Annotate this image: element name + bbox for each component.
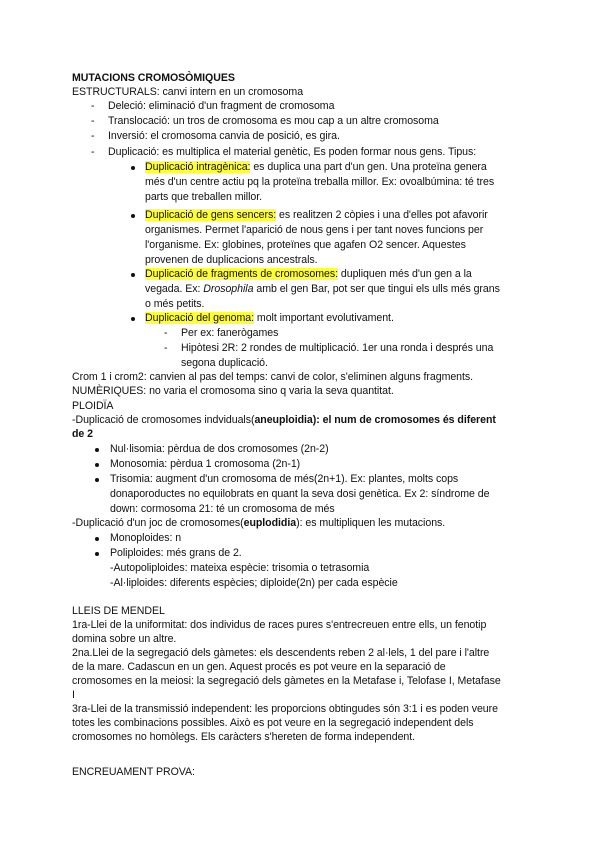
eu-sub-autopolyploid: -Autopoliploides: mateixa espècie: trisomia o tetrasomia [110,562,370,574]
bullet-dot [131,317,135,321]
dup-fragments-line-1: Duplicació de fragments de cromosomes: dupliquen més d'un gen a la [145,268,472,280]
eu-sub-allopolyploid: -Al·liploides: diferents espècies; diploide(2n) per cada espècie [110,577,398,589]
mendel-line-7: 3ra-Llei de la transmissió independent: les proporcions obtingudes són 3:1 i es poden veure [72,703,498,715]
list-item-duplication: Duplicació: es multiplica el material genètic, Es poden formar nous gens. Tipus: [108,146,477,158]
numerical-heading: NUMÈRIQUES: no varia el cromosoma sino q varia la seva quantitat. [72,385,394,397]
dash-marker: - [91,100,95,112]
mendel-line-8: totes les combinacions possibles. Això es pot veure en la segregació independent dels [72,717,474,729]
list-item-deletion: Deleció: eliminació d'un fragment de cromosoma [108,100,335,112]
mendel-line-6: I [72,689,75,701]
dup-intragenic-line-2: més d'un centre actiu pq la proteïna treballa millor. Ex: ovoalbúmina: té tres [145,176,495,188]
dash-marker: - [164,342,168,354]
aneu-item-trisomy-cont-2: down: cormosoma 21: té un cromosoma de més [110,503,335,515]
dash-marker: - [91,130,95,142]
euploidy-intro: -Duplicació d'un joc de cromosomes(euplodidia): es multipliquen les mutacions. [72,517,446,529]
genome-sub-item-2: Hipòtesi 2R: 2 rondes de multiplicació. 1er una ronda i després una [181,342,494,354]
genome-sub-item-2-cont: segona duplicació. [181,357,268,369]
aneu-item-trisomy: Trisomia: augment d'un cromosoma de més(2n+1). Ex: plantes, molts cops [110,473,459,485]
doc-title: MUTACIONS CROMOSÒMIQUES [72,72,235,84]
highlight-genome: Duplicació del genoma: [145,312,255,324]
aneuploidy-intro: -Duplicació de cromosomes indviduals(aneuploidia): el num de cromosomes és diferent [72,414,496,426]
dup-whole-genes-line-3: l'organisme. Ex: globines, proteïnes que agafen O2 sencer. Aquestes [145,239,466,251]
eu-item-monoploid: Monoploides: n [110,532,182,544]
bullet-dot [131,166,135,170]
test-cross-heading: ENCREUAMENT PROVA: [72,766,195,778]
highlight-whole-genes: Duplicació de gens sencers: [145,209,277,221]
dup-fragments-line-3: o més petits. [145,298,205,310]
bullet-dot [95,552,99,556]
mendel-line-2: domina sobre un altre. [72,633,177,645]
aneu-item-trisomy-cont-1: donaporoductes no equilobrats en quant la seva dosi genètica. Ex 2: síndrome de [110,488,490,500]
mendel-line-1: 1ra-Llei de la uniformitat: dos individus de races pures s'entrecreuen entre ells, un fenotip [72,619,487,631]
highlight-intragenic: Duplicació intragènica: [145,161,251,173]
dash-marker: - [91,115,95,127]
mendel-line-4: de la mare. Cadascun en un gen. Aquest procés es pot veure en la separació de [72,661,446,673]
bullet-dot [131,273,135,277]
genome-sub-item-1: Per ex: fanerògames [181,327,279,339]
dup-intragenic-line-3: parts que treballen millor. [145,191,263,203]
crom-note: Crom 1 i crom2: canvien al pas del temps: canvi de color, s'eliminen alguns fragments. [72,371,474,383]
mendel-line-9: cromosomes no homòlegs. Els caràcters s'hereten de forma independent. [72,731,416,743]
list-item-inversion: Inversió: el cromosoma canvia de posició, es gira. [108,130,340,142]
bullet-dot [95,448,99,452]
bullet-dot [95,463,99,467]
dup-whole-genes-line-4: provenen de duplicacions ancestrals. [145,254,318,266]
dash-marker: - [164,327,168,339]
dup-fragments-line-2: vegada. Ex: Drosophila amb el gen Bar, pot ser que tingui els ulls més grans [145,283,500,295]
bullet-dot [95,478,99,482]
bullet-dot [95,537,99,541]
aneu-item-nullisomy: Nul·lisomia: pèrdua de dos cromosomes (2n-2) [110,443,329,455]
aneu-item-monosomy: Monosomia: pèrdua 1 cromosoma (2n-1) [110,458,301,470]
highlight-fragments: Duplicació de fragments de cromosomes: [145,268,338,280]
eu-item-polyploid: Poliploides: més grans de 2. [110,547,242,559]
list-item-translocation: Translocació: un tros de cromosoma es mou cap a un altre cromosoma [108,115,439,127]
dup-genome-line-1: Duplicació del genoma: molt important evolutivament. [145,312,394,324]
mendel-line-3: 2na.Llei de la segregació dels gàmetes: els descendents reben 2 al·lels, 1 del pare i l'altre [72,647,490,659]
species-name: Drosophila [203,283,254,295]
mendel-heading: LLEIS DE MENDEL [72,605,165,617]
aneuploidy-intro-cont: de 2 [72,428,93,440]
bullet-dot [131,214,135,218]
dup-whole-genes-line-1: Duplicació de gens sencers: es realitzen 2 còpies i una d'elles pot afavorir [145,209,488,221]
dash-marker: - [91,146,95,158]
structural-heading: ESTRUCTURALS: canvi intern en un cromosoma [72,86,304,98]
ploidy-heading: PLOIDÏA [72,400,114,412]
mendel-line-5: cromosomes en la meiosi: la segregació dels gàmetes en la Metafase i, Telofase I, Metafase [72,675,501,687]
dup-intragenic-line-1: Duplicació intragènica: es duplica una part d'un gen. Una proteïna genera [145,161,487,173]
dup-whole-genes-line-2: organismes. Permet l'aparició de nous gens i per tant noves funcions per [145,224,484,236]
